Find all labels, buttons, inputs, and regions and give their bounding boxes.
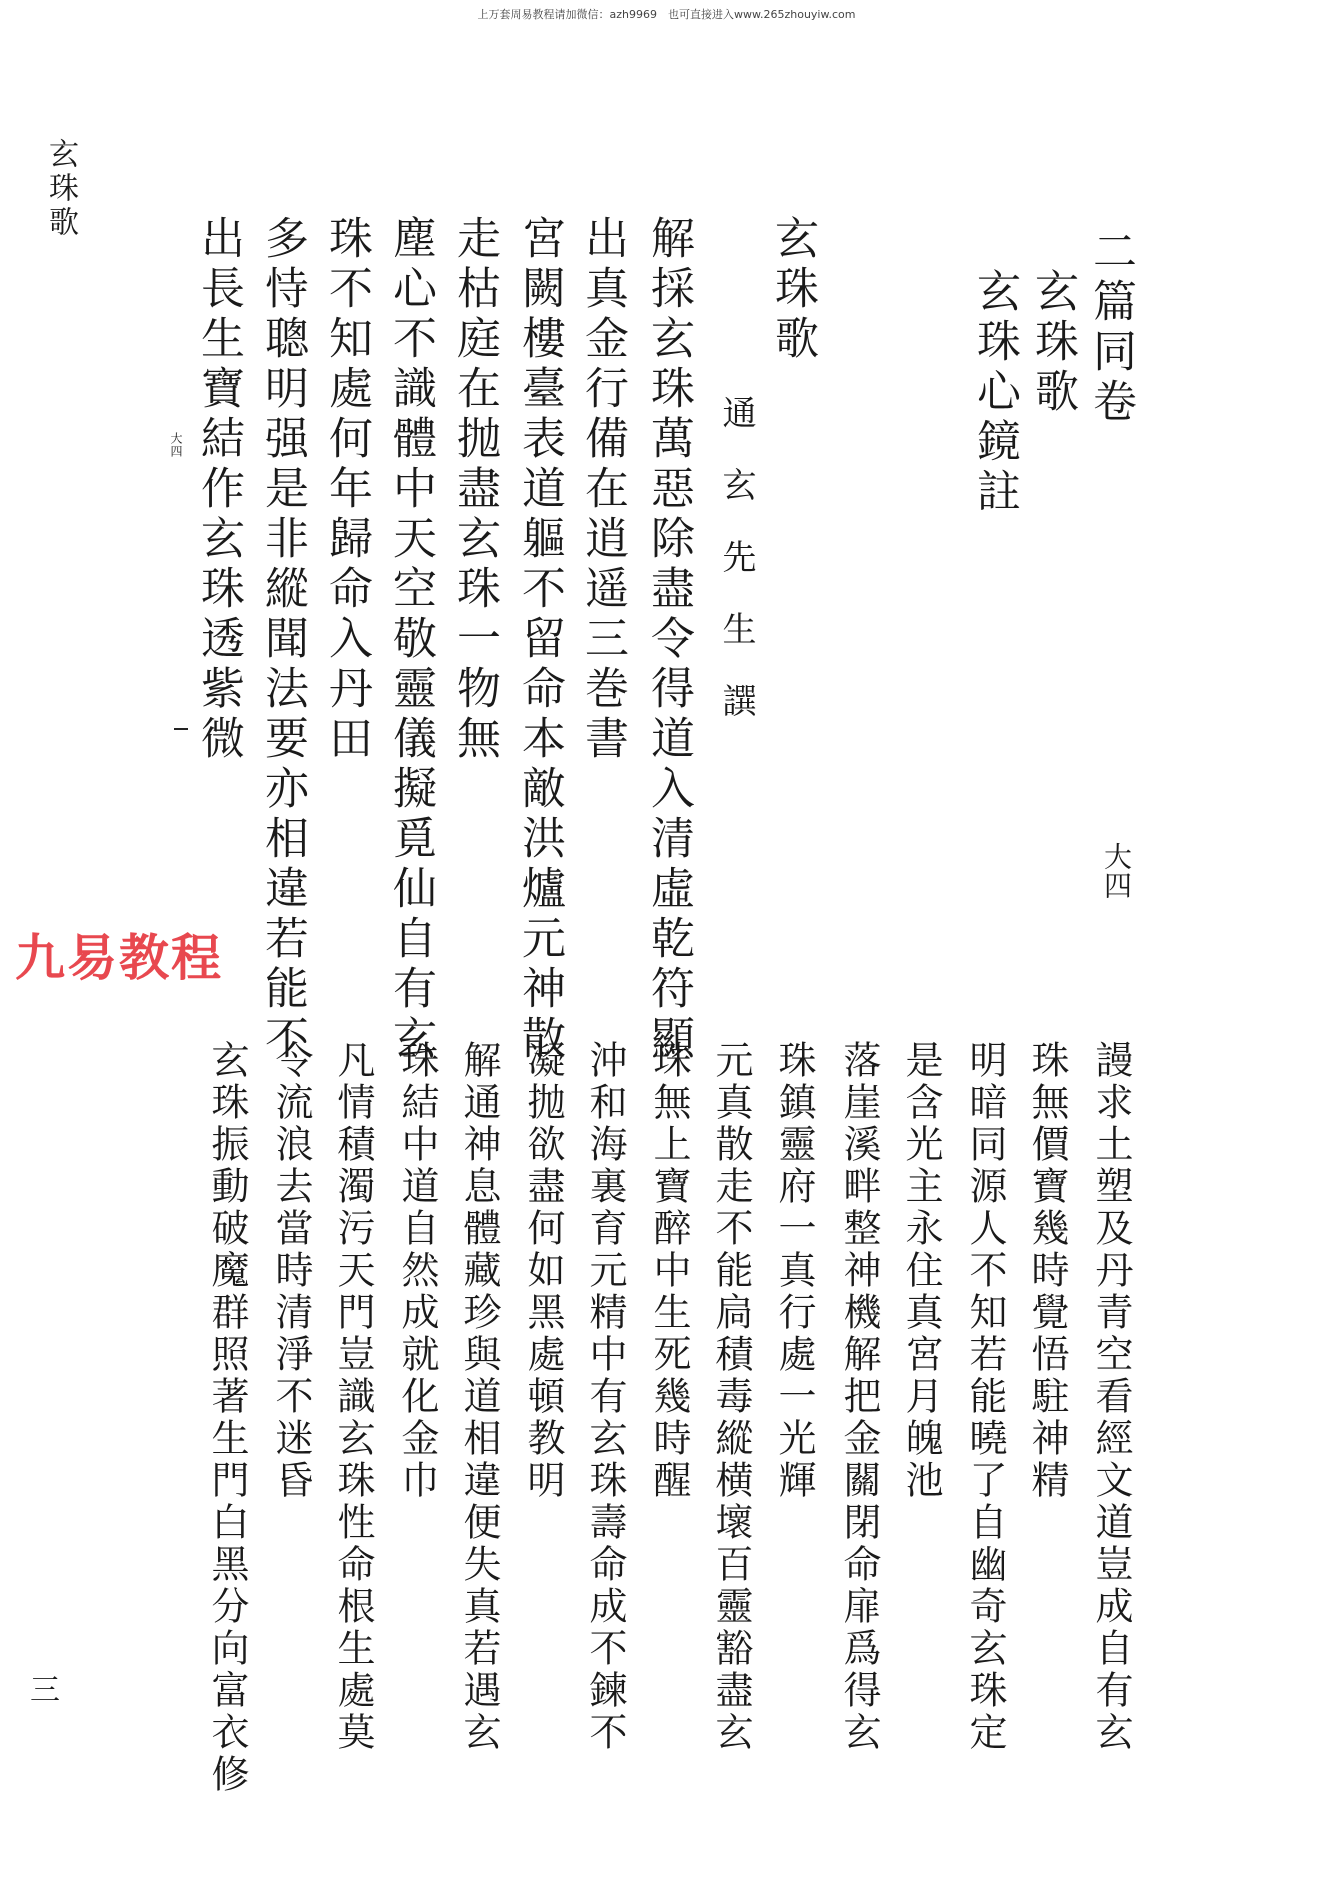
- bottom-column-5: 落崖溪畔整神機解把金關閉命扉爲得玄: [837, 1040, 881, 1754]
- bottom-column-7: 元真散走不能扃積毒縱横壞百靈豁盡玄: [709, 1040, 753, 1754]
- toc-item-2: 玄珠心鏡註: [969, 268, 1020, 518]
- small-mark: 大四: [169, 432, 183, 458]
- top-column-2: 出真金行備在逍遥三巻書: [577, 215, 628, 765]
- section-heading: 二篇同卷: [1085, 228, 1136, 428]
- bottom-column-6: 珠鎮靈府一真行處一光輝: [772, 1040, 816, 1502]
- toc-item-1: 玄珠歌: [1027, 268, 1078, 418]
- dash-mark: [174, 728, 188, 730]
- page-number: 三: [30, 1673, 64, 1708]
- top-column-1: 解採玄珠萬惡除盡令得道入清虛乾符顯: [643, 215, 694, 1065]
- top-column-7: 多恃聰明强是非縱聞法要亦相違若能不: [257, 215, 308, 1065]
- bottom-column-14: 令流浪去當時清淨不迷昏: [269, 1040, 313, 1502]
- bottom-column-8: 珠無上寶醉中生死幾時醒: [647, 1040, 691, 1502]
- bottom-column-4: 是含光主永住真宮月魄池: [899, 1040, 943, 1502]
- bottom-column-3: 明暗同源人不知若能曉了自幽奇玄珠定: [963, 1040, 1007, 1754]
- poem-title: 玄珠歌: [767, 215, 818, 365]
- bottom-column-11: 解通神息體藏珍與道相違便失真若遇玄: [457, 1040, 501, 1754]
- running-title: 玄珠歌: [43, 138, 78, 240]
- bottom-column-9: 沖和海裏育元精中有玄珠壽命成不鍊不: [583, 1040, 627, 1754]
- bottom-column-12: 珠結中道自然成就化金巾: [395, 1040, 439, 1502]
- watermark-logo: 九易教程: [15, 929, 223, 987]
- bottom-column-1: 謾求土塑及丹青空看經文道豈成自有玄: [1089, 1040, 1133, 1754]
- bottom-column-13: 凡情積濁污天門豈識玄珠性命根生處莫: [331, 1040, 375, 1754]
- top-column-3: 宮闕樓臺表道軀不留命本敵洪爐元神散: [514, 215, 565, 1065]
- bottom-column-15: 玄珠振動破魔群照著生門白黑分向富衣修: [205, 1040, 249, 1796]
- folio-mark: 大四: [1100, 842, 1133, 900]
- top-column-4: 走枯庭在抛盡玄珠一物無: [449, 215, 500, 765]
- author-line: 通玄先生譔: [716, 395, 756, 755]
- top-column-5: 塵心不識體中天空敬靈儀擬覓仙自有玄: [385, 215, 436, 1065]
- top-column-6: 珠不知處何年歸命入丹田: [321, 215, 372, 765]
- top-column-8: 出長生寶結作玄珠透紫微: [193, 215, 244, 765]
- bottom-column-10: 凝抛欲盡何如黑處頓教明: [521, 1040, 565, 1502]
- header-banner: 上万套周易教程请加微信：azh9969 也可直接进入www.265zhouyiw.com: [477, 8, 856, 21]
- bottom-column-2: 珠無價寶幾時覺悟駐神精: [1025, 1040, 1069, 1502]
